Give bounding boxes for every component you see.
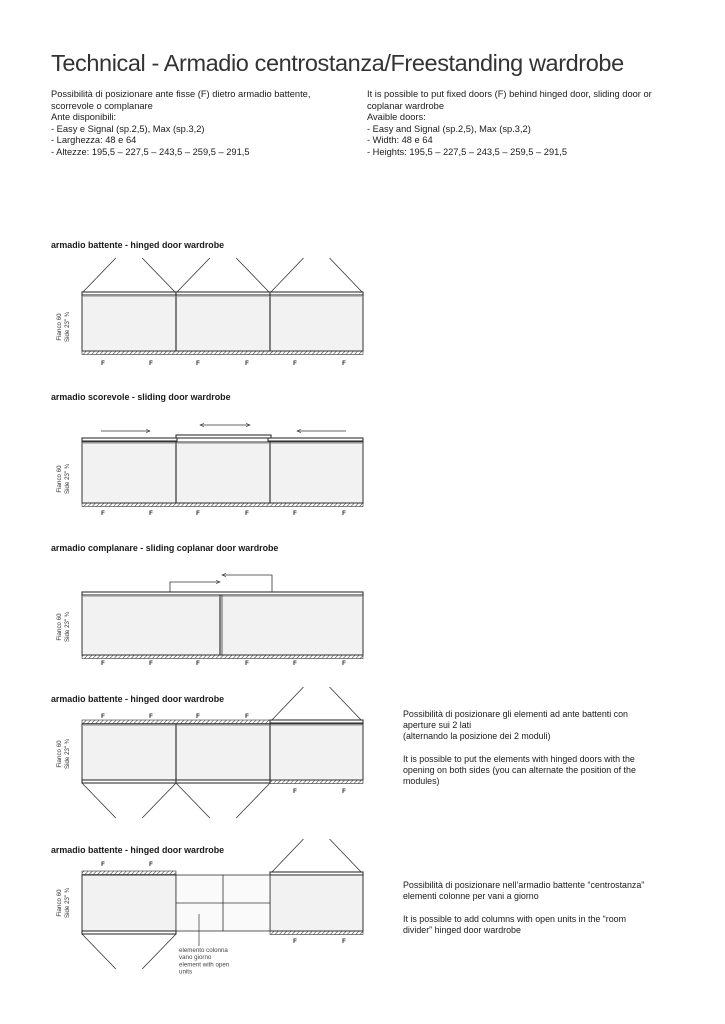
side-label bbox=[56, 611, 71, 642]
column-label-line: element with open bbox=[179, 961, 230, 969]
intro-it-line: - Altezze: 195,5 – 227,5 – 243,5 – 259,5 – 291,5 bbox=[51, 146, 250, 157]
note-line: It is possible to put the elements with hinged doors with the bbox=[403, 753, 635, 764]
diagram-hinged-door bbox=[56, 258, 363, 367]
door-swing-line bbox=[236, 258, 270, 293]
sliding-door-panel bbox=[82, 438, 177, 441]
side-label-line2: Side 23" ¾ bbox=[64, 463, 71, 495]
intro-en-line: - Heights: 195,5 – 227,5 – 243,5 – 259,5 – 291,5 bbox=[367, 146, 568, 157]
intro-it-line: scorrevole o complanare bbox=[51, 100, 153, 111]
intro-it-line: Possibilità di posizionare ante fisse (F) dietro armadio battente, bbox=[51, 89, 311, 99]
side-label-line2: Side 23" ¾ bbox=[64, 738, 71, 770]
fixed-door-mark: F bbox=[196, 714, 200, 720]
coplanar-arrow bbox=[170, 582, 220, 592]
fixed-door-strip bbox=[82, 871, 176, 875]
door-swing-line bbox=[236, 783, 270, 818]
diagram-hinged-both-sides bbox=[56, 687, 363, 818]
fixed-door-mark: F bbox=[245, 661, 249, 667]
fixed-door-mark: F bbox=[293, 939, 297, 945]
fixed-door-mark: F bbox=[149, 661, 153, 667]
fixed-door-mark: F bbox=[293, 789, 297, 795]
door-swing-line bbox=[82, 934, 116, 969]
side-label-line1: Fianco 60 bbox=[56, 465, 63, 493]
diagram-coplanar-door bbox=[56, 575, 363, 667]
fixed-door-mark: F bbox=[293, 661, 297, 667]
column-label-line: vano giorno bbox=[179, 954, 212, 962]
fixed-door-mark: F bbox=[149, 361, 153, 367]
intro-it-line: - Easy e Signal (sp.2,5), Max (sp.3,2) bbox=[51, 123, 205, 134]
side-label bbox=[56, 887, 71, 918]
intro-it-line: Ante disponibili: bbox=[51, 112, 117, 123]
fixed-door-mark: F bbox=[293, 361, 297, 367]
note-line: Possibilità di posizionare gli elementi ad ante battenti con bbox=[403, 709, 628, 719]
side-label-line1: Fianco 60 bbox=[56, 889, 63, 917]
wardrobe-module bbox=[82, 875, 176, 931]
door-panel bbox=[82, 931, 176, 934]
wardrobe-body bbox=[82, 724, 363, 780]
door-swing-line bbox=[176, 783, 210, 818]
fixed-door-mark: F bbox=[342, 661, 346, 667]
fixed-door-mark: F bbox=[245, 361, 249, 367]
fixed-door-strip bbox=[82, 351, 363, 355]
fixed-door-strip bbox=[82, 720, 270, 724]
note-line: (alternando la posizione dei 2 moduli) bbox=[403, 731, 551, 742]
note-line: modules) bbox=[403, 776, 440, 787]
door-panel bbox=[270, 720, 363, 723]
fixed-door-mark: F bbox=[149, 862, 153, 868]
wardrobe-body bbox=[82, 595, 363, 655]
fixed-door-mark: F bbox=[101, 361, 105, 367]
door-swing-line bbox=[330, 687, 363, 722]
fixed-door-mark: F bbox=[293, 511, 297, 517]
fixed-door-mark: F bbox=[342, 511, 346, 517]
door-swing-line bbox=[82, 783, 116, 818]
side-label bbox=[56, 463, 71, 494]
column-label-line: units bbox=[179, 968, 193, 976]
side-label-line1: Fianco 60 bbox=[56, 740, 63, 768]
section-label-coplanar: armadio complanare - sliding coplanar door wardrobe bbox=[51, 543, 279, 553]
fixed-door-strip bbox=[270, 780, 363, 784]
note-line: Possibilità di posizionare nell’armadio battente “centrostanza” bbox=[403, 880, 645, 890]
door-swing-line bbox=[142, 783, 176, 818]
section-label-hinged: armadio battente - hinged door wardrobe bbox=[51, 240, 225, 250]
door-swing-line bbox=[270, 839, 303, 874]
fixed-door-mark: F bbox=[149, 511, 153, 517]
door-swing-line bbox=[82, 258, 116, 293]
fixed-door-strip bbox=[82, 655, 363, 659]
fixed-door-mark: F bbox=[101, 862, 105, 868]
wardrobe-body bbox=[82, 295, 363, 351]
intro-en-line: - Width: 48 e 64 bbox=[367, 135, 433, 146]
sliding-door-panel bbox=[176, 435, 271, 438]
diagram-hinged-open-column bbox=[56, 839, 363, 976]
door-swing-line bbox=[270, 258, 303, 293]
door-swing-line bbox=[270, 687, 303, 722]
fixed-door-mark: F bbox=[196, 511, 200, 517]
door-swing-line bbox=[142, 934, 176, 969]
section-label-hinged-both-sides: armadio battente - hinged door wardrobe bbox=[51, 694, 225, 704]
fixed-door-mark: F bbox=[196, 661, 200, 667]
door-panel bbox=[176, 780, 270, 783]
side-label bbox=[56, 738, 71, 769]
side-label-line2: Side 23" ¾ bbox=[64, 611, 71, 643]
section-label-hinged-columns: armadio battente - hinged door wardrobe bbox=[51, 845, 225, 855]
door-swing-line bbox=[176, 258, 210, 293]
wardrobe-module bbox=[270, 875, 363, 931]
side-label bbox=[56, 311, 71, 342]
door-swing-line bbox=[330, 839, 363, 874]
column-label-line: elemento colonna bbox=[179, 947, 228, 954]
side-label-line1: Fianco 60 bbox=[56, 313, 63, 341]
page-title: Technical - Armadio centrostanza/Freestanding wardrobe bbox=[51, 50, 624, 76]
note-line: aperture sui 2 lati bbox=[403, 720, 472, 731]
fixed-door-mark: F bbox=[342, 789, 346, 795]
side-label-line2: Side 23" ¾ bbox=[64, 887, 71, 919]
fixed-door-mark: F bbox=[342, 939, 346, 945]
door-swing-line bbox=[330, 258, 363, 293]
fixed-door-mark: F bbox=[149, 714, 153, 720]
note-line: divider” hinged door wardrobe bbox=[403, 924, 521, 935]
fixed-door-mark: F bbox=[245, 511, 249, 517]
intro-it-line: - Larghezza: 48 e 64 bbox=[51, 135, 137, 146]
diagram-sliding-door bbox=[56, 425, 363, 517]
wardrobe-body bbox=[82, 442, 363, 503]
fixed-door-mark: F bbox=[101, 714, 105, 720]
fixed-door-mark: F bbox=[342, 361, 346, 367]
note-line: opening on both sides (you can alternate the position of the bbox=[403, 765, 636, 775]
fixed-door-mark: F bbox=[101, 661, 105, 667]
sliding-door-panel bbox=[268, 438, 363, 441]
fixed-door-mark: F bbox=[196, 361, 200, 367]
door-swing-line bbox=[142, 258, 176, 293]
intro-en-line: coplanar wardrobe bbox=[367, 100, 445, 111]
fixed-door-strip bbox=[82, 503, 363, 507]
side-label-line2: Side 23" ¾ bbox=[64, 311, 71, 343]
section-label-sliding: armadio scorevole - sliding door wardrobe bbox=[51, 392, 231, 402]
fixed-door-mark: F bbox=[101, 511, 105, 517]
intro-en-line: - Easy and Signal (sp.2,5), Max (sp.3,2) bbox=[367, 123, 531, 134]
door-panel bbox=[82, 780, 176, 783]
fixed-door-strip bbox=[270, 931, 363, 935]
note-line: elementi colonne per vani a giorno bbox=[403, 891, 539, 902]
side-label-line1: Fianco 60 bbox=[56, 613, 63, 641]
coplanar-arrow bbox=[222, 575, 272, 592]
intro-en-line: Avaible doors: bbox=[367, 112, 426, 123]
fixed-door-mark: F bbox=[245, 714, 249, 720]
intro-en-line: It is possible to put fixed doors (F) behind hinged door, sliding door or bbox=[367, 89, 652, 99]
note-line: It is possible to add columns with open units in the “room bbox=[403, 913, 626, 924]
